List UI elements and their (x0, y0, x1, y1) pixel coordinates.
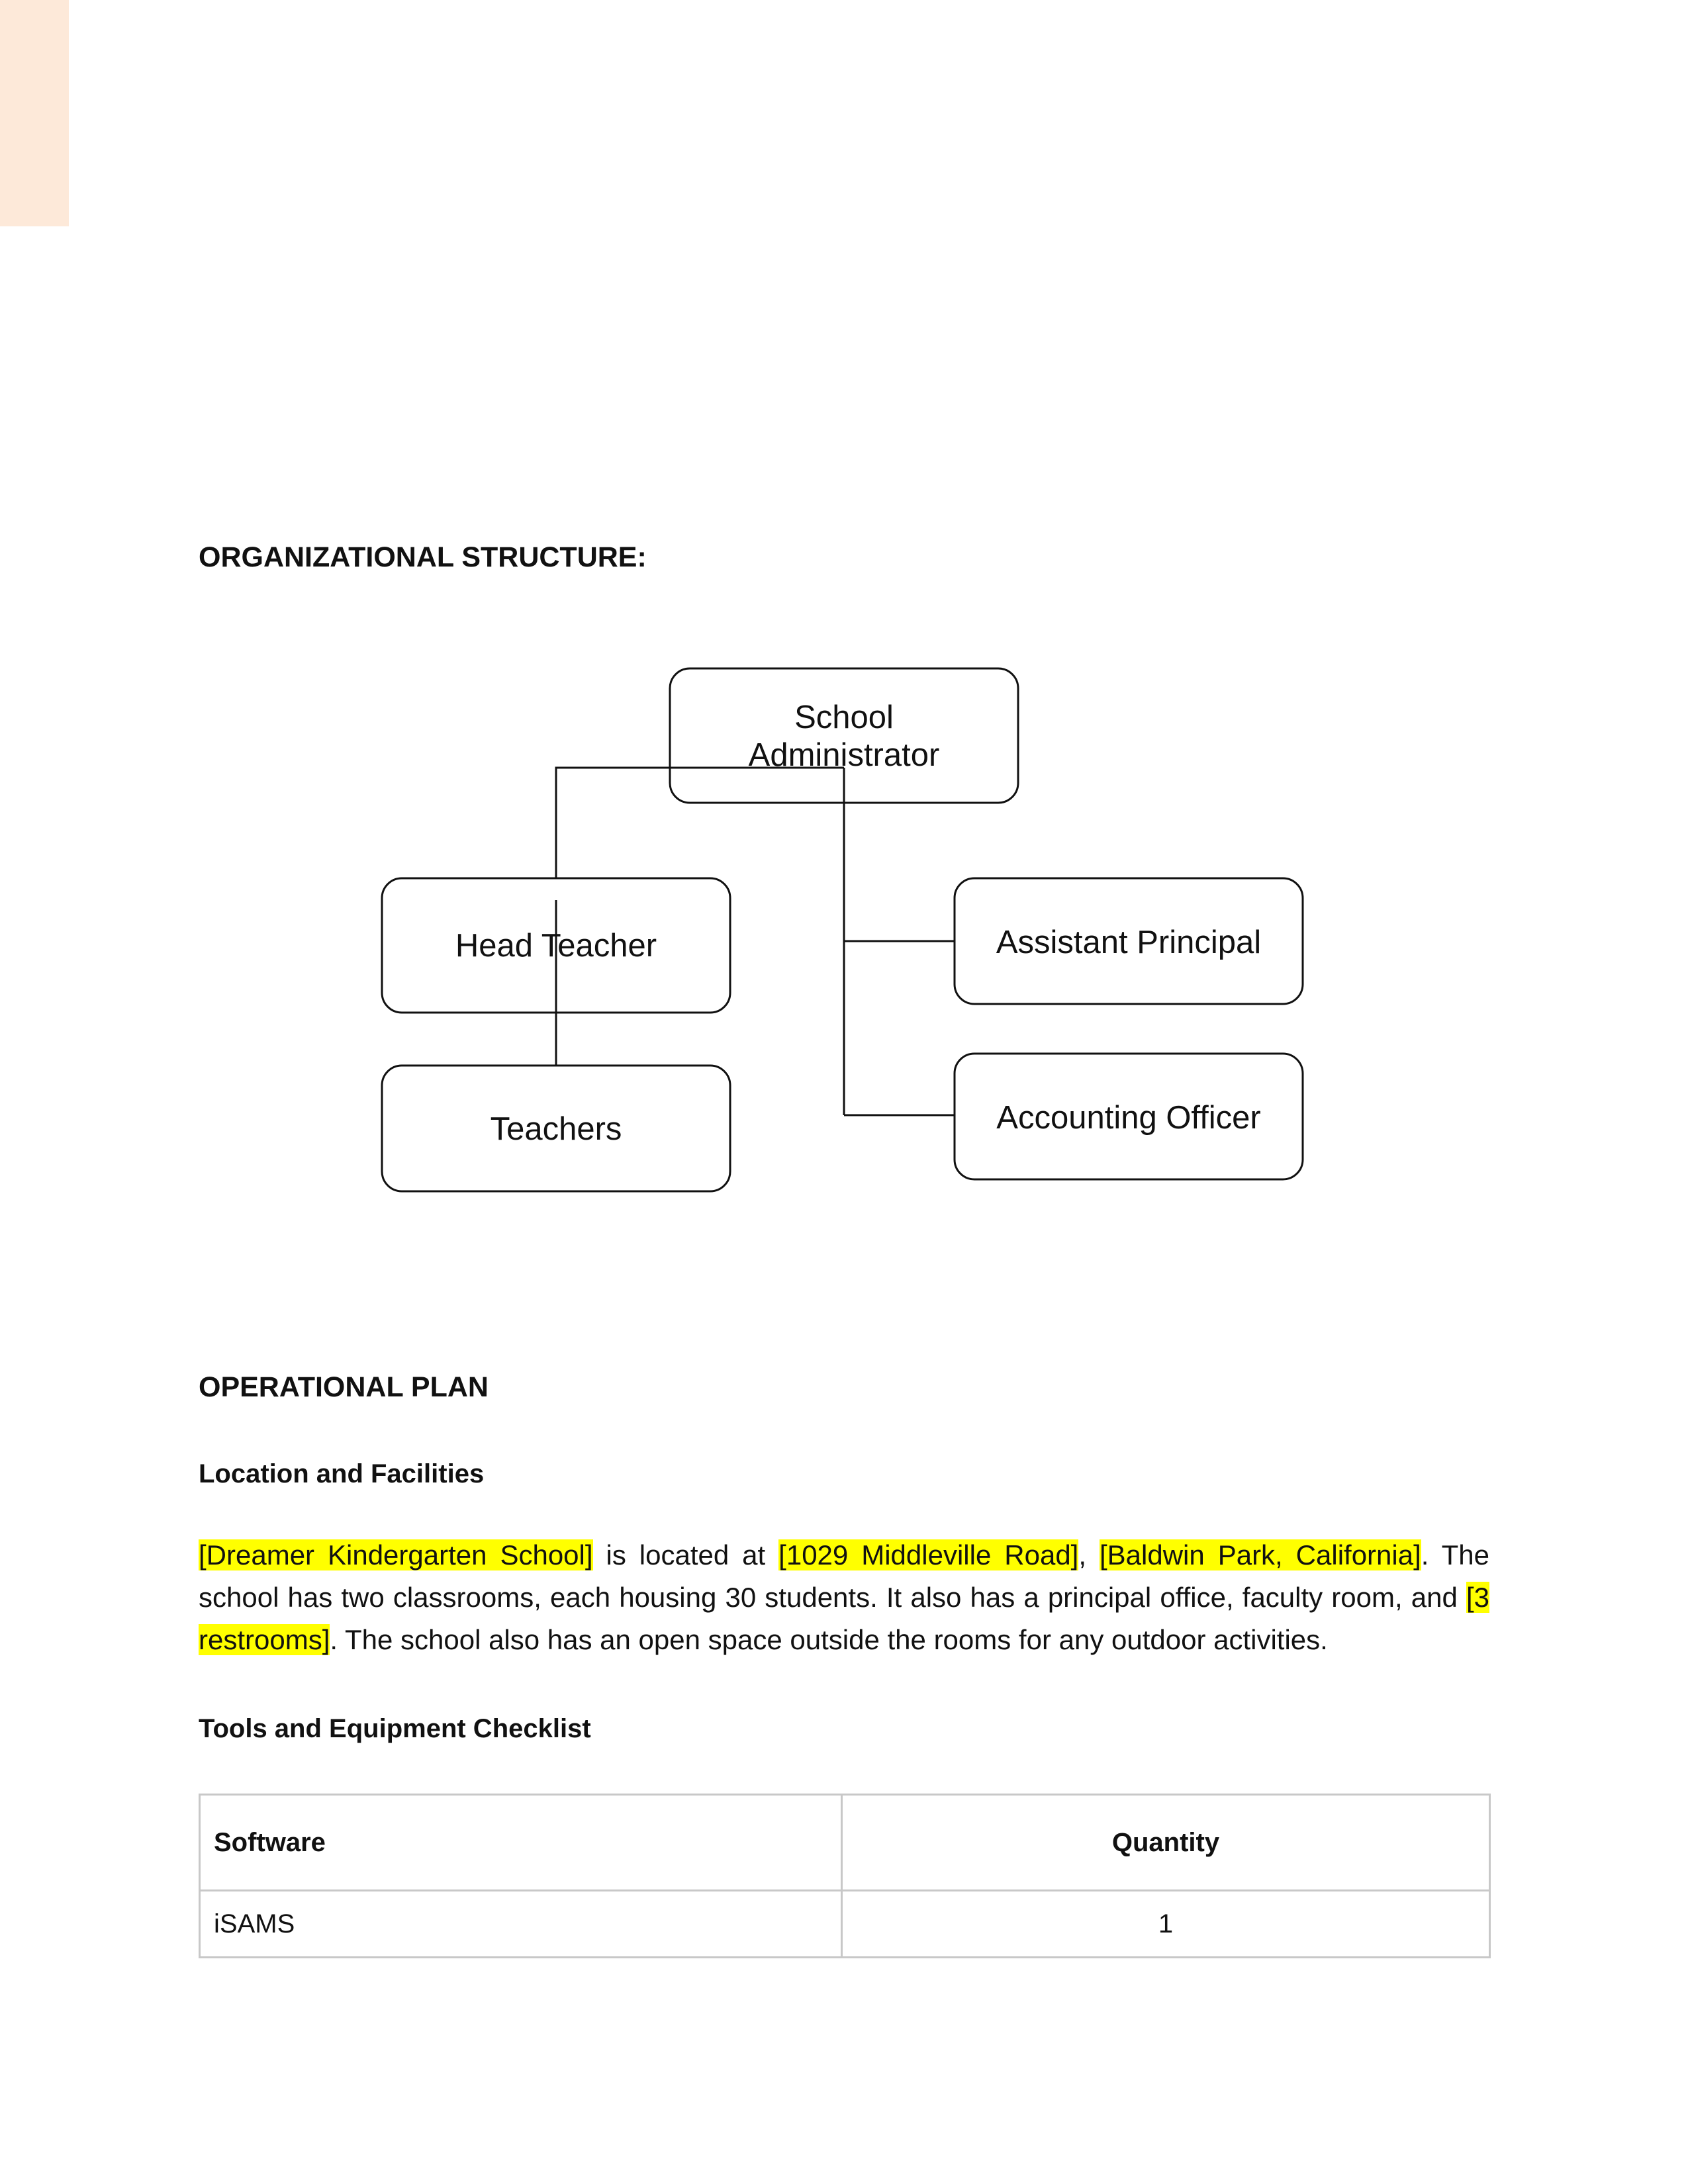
table-row (200, 1891, 1490, 1958)
school-name-placeholder: [Dreamer Kindergarten School] (199, 1539, 593, 1570)
location-comma: , (1078, 1539, 1100, 1570)
restrooms-placeholder: [3 restrooms] (199, 1582, 1489, 1655)
city-placeholder: [Baldwin Park, California] (1099, 1539, 1421, 1570)
location-text-1: is located at (592, 1539, 779, 1570)
label-assistant-principal: Assistant Principal (996, 925, 1262, 960)
node-teachers (382, 1066, 730, 1191)
location-paragraph (199, 1534, 1489, 1661)
label-school-admin-line1: School (794, 700, 894, 735)
equipment-table (199, 1794, 1491, 1958)
node-accounting-officer (955, 1054, 1303, 1179)
cell-software: iSAMS (200, 1891, 842, 1958)
page-accent-bar (0, 0, 69, 226)
label-school-admin-line2: Administrator (748, 737, 940, 773)
node-school-administrator (670, 668, 1018, 803)
tools-checklist-heading: Tools and Equipment Checklist (199, 1714, 591, 1743)
location-text-3: . The school also has an open space outside the rooms for any outdoor activities. (330, 1624, 1328, 1655)
node-assistant-principal (955, 878, 1303, 1004)
node-head-teacher (382, 878, 730, 1013)
label-teachers: Teachers (490, 1111, 622, 1147)
table-header-row (200, 1795, 1490, 1891)
header-software: Software (200, 1795, 842, 1891)
cell-quantity: 1 (842, 1891, 1490, 1958)
label-accounting-officer: Accounting Officer (996, 1100, 1261, 1136)
address-placeholder: [1029 Middleville Road] (778, 1539, 1079, 1570)
org-structure-heading: ORGANIZATIONAL STRUCTURE: (199, 541, 647, 573)
location-text-2: . The school has two classrooms, each housing 30 students. It also has a principal office, faculty room, and (199, 1539, 1490, 1613)
label-head-teacher: Head Teacher (455, 928, 657, 964)
operational-plan-heading: OPERATIONAL PLAN (199, 1371, 489, 1403)
header-quantity: Quantity (842, 1795, 1490, 1891)
location-facilities-heading: Location and Facilities (199, 1459, 485, 1488)
